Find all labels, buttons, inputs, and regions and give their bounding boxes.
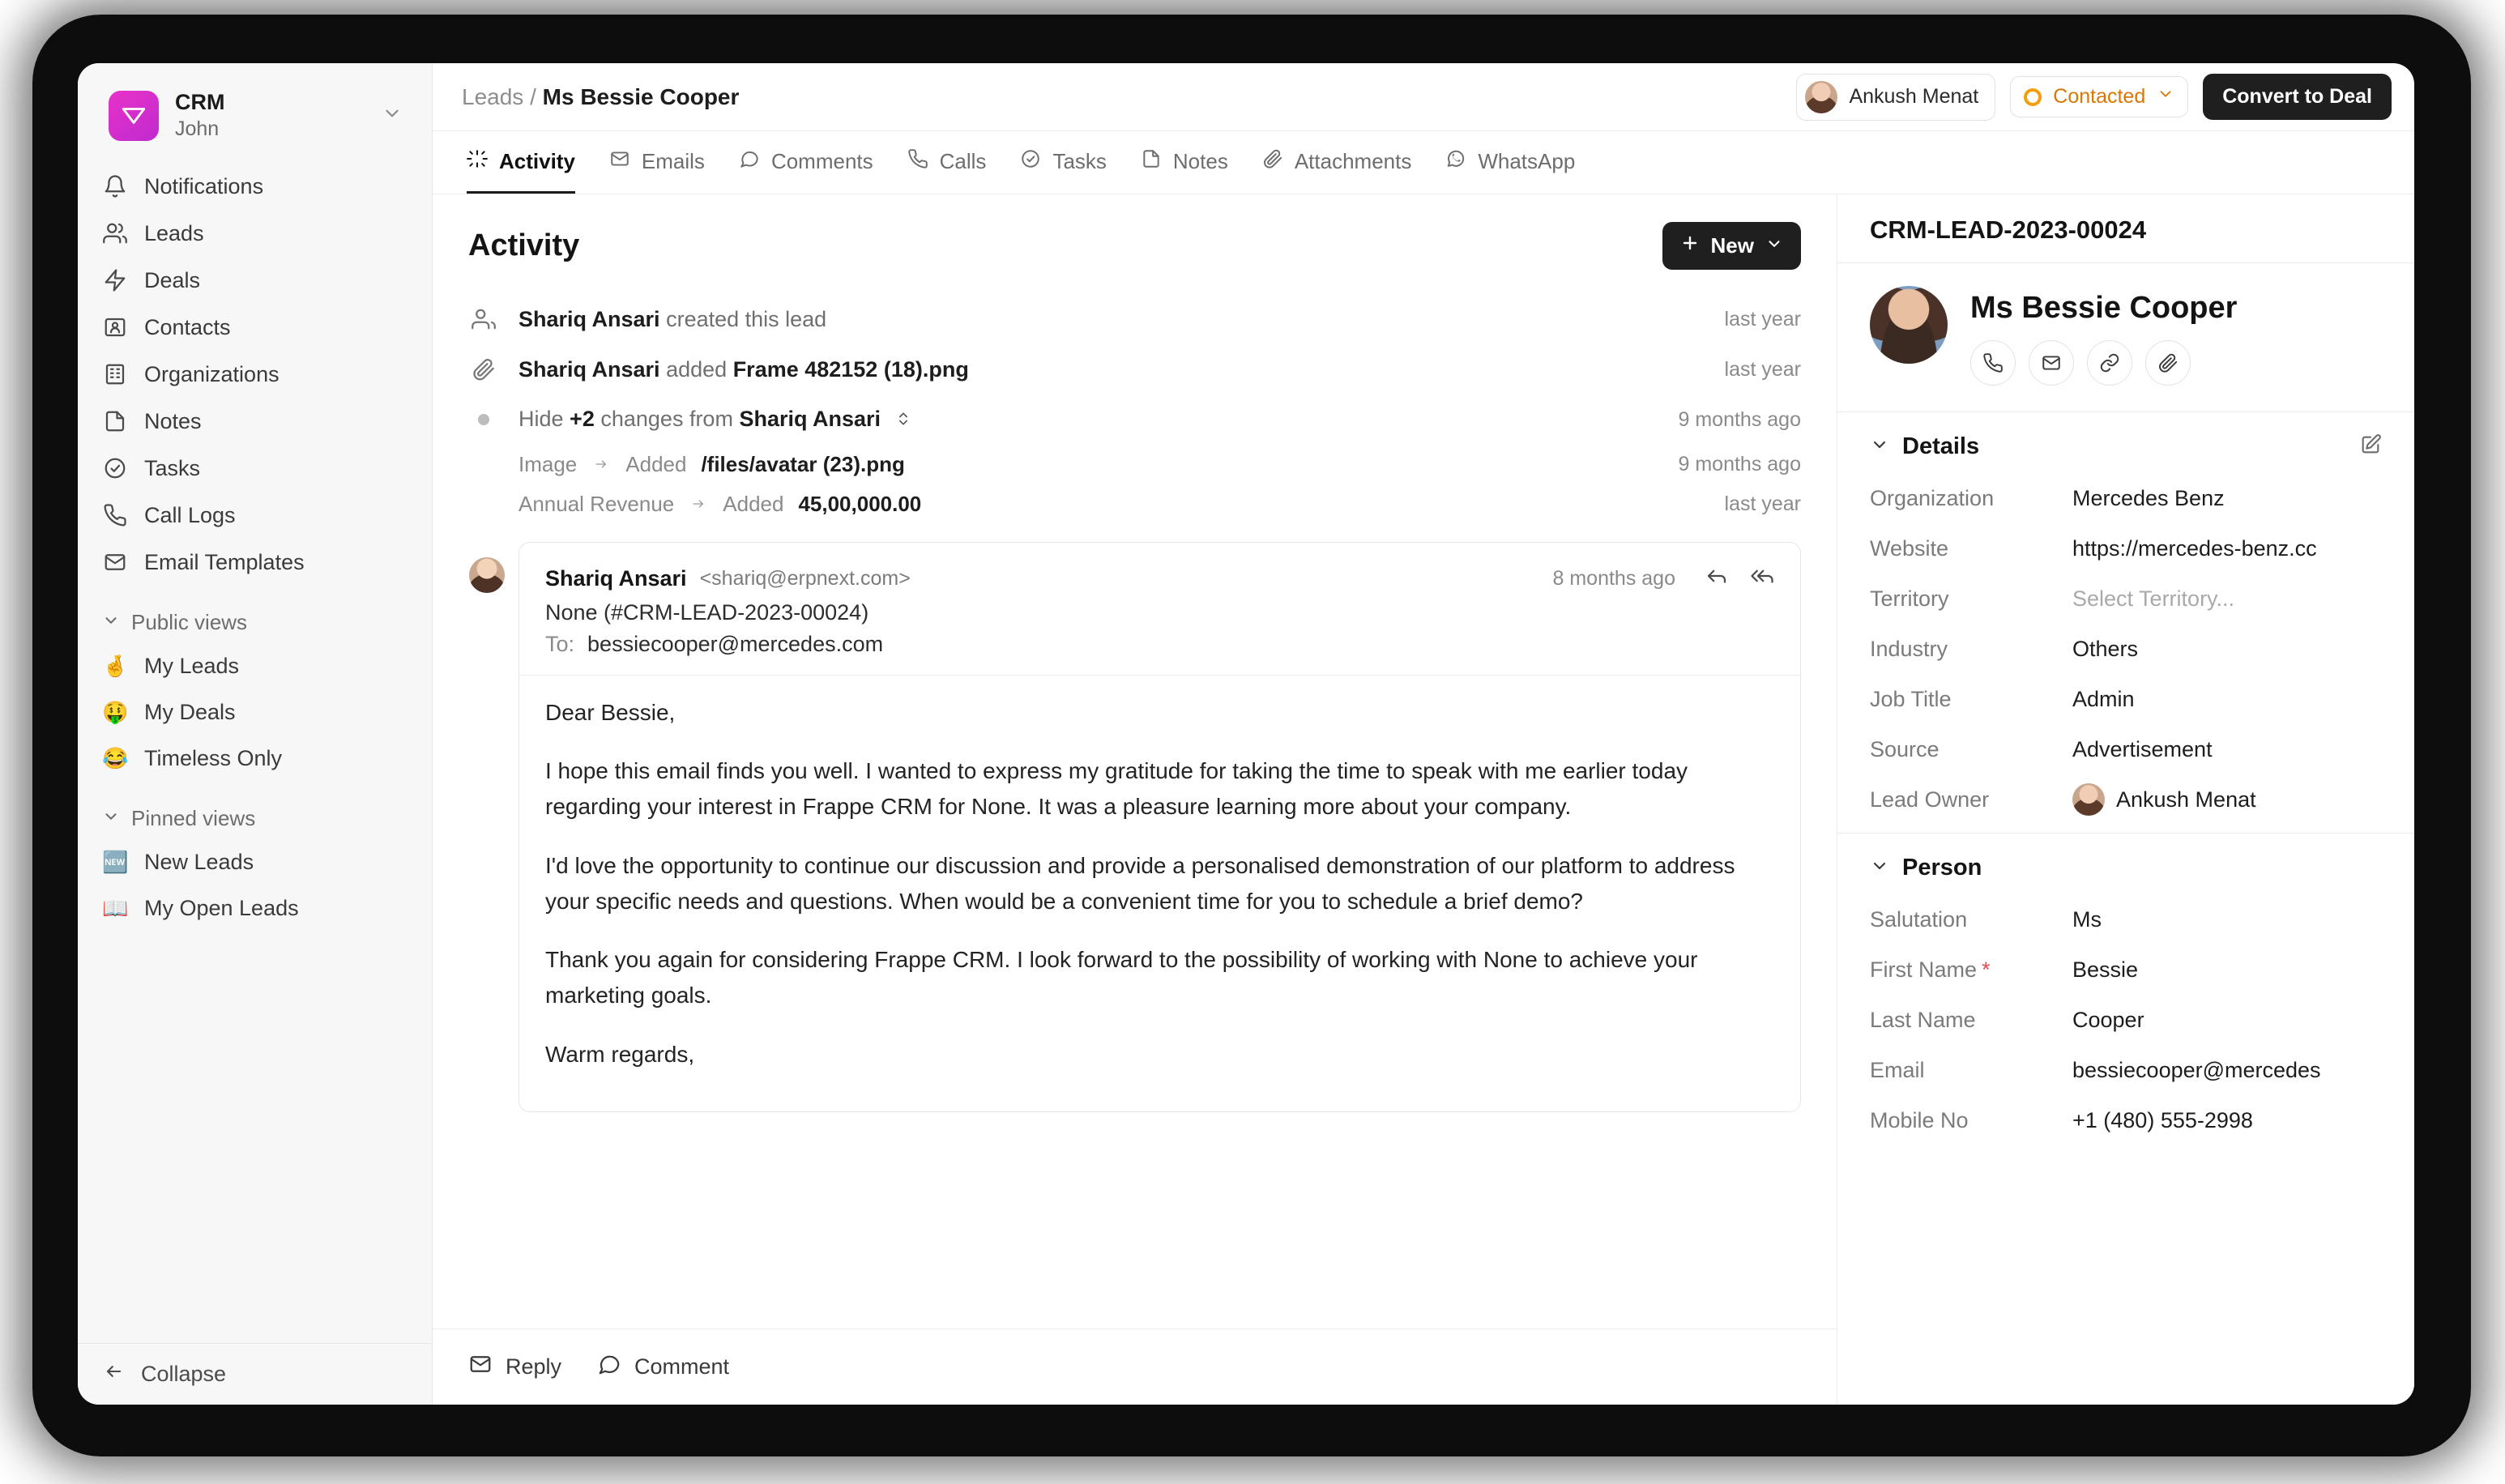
building-icon [102, 361, 128, 387]
tab-label: Emails [641, 148, 705, 173]
users-icon [468, 304, 499, 335]
crm-logo-icon [109, 91, 159, 141]
group-label: Public views [131, 610, 248, 634]
field-label: Email [1870, 1057, 1925, 1082]
email-sender-address: <shariq@erpnext.com> [699, 567, 911, 590]
email-paragraph: Dear Bessie, [545, 700, 676, 725]
field-label: Last Name [1870, 1007, 1976, 1032]
sidebar-item-label: Email Templates [144, 549, 305, 574]
lead-owner-chip[interactable] [1796, 74, 1995, 121]
event-actor: Shariq Ansari [518, 356, 660, 382]
brand-switcher[interactable] [89, 81, 420, 150]
topbar [433, 63, 2414, 131]
sidebar-item-label: Contacts [144, 314, 231, 339]
crm-app-window [78, 63, 2414, 1405]
change-field: Image [518, 452, 578, 476]
email-recipients [545, 632, 1774, 657]
person-header [1837, 263, 2414, 412]
event-text [518, 357, 969, 382]
field-value: Admin [2072, 686, 2135, 711]
activity-footer [433, 1328, 1837, 1405]
event-time: last year [1724, 357, 1801, 381]
field-label: Source [1870, 736, 1940, 761]
comment-button[interactable] [597, 1352, 729, 1382]
sidebar-item-label: Notes [144, 408, 202, 433]
arrow-right-icon [689, 492, 708, 517]
sort-icon [895, 407, 911, 433]
field-label: Mobile No [1870, 1107, 1969, 1132]
collapse-sidebar-button[interactable] [78, 1343, 432, 1405]
chevron-down-icon [1765, 233, 1783, 258]
phone-icon[interactable] [1970, 340, 2016, 386]
event-action: created this lead [666, 306, 827, 331]
field-label: Job Title [1870, 686, 1952, 711]
collapse-icon [102, 1360, 125, 1388]
primary-nav [78, 163, 432, 932]
reply-icon[interactable] [1705, 564, 1729, 594]
changes-time: 9 months ago [1678, 407, 1801, 431]
sidebar-item-label: Leads [144, 220, 204, 245]
person-name: Ms Bessie Cooper [1970, 291, 2238, 325]
event-action: added [666, 356, 728, 382]
field-website[interactable] [1870, 523, 2382, 574]
breadcrumb [462, 84, 739, 110]
sidebar-item-my-deals[interactable] [89, 689, 420, 736]
sidebar-item-label: My Open Leads [144, 896, 299, 920]
activity-event [468, 344, 1801, 394]
field-label-wrap [1870, 957, 2072, 983]
change-action: Added [723, 492, 784, 516]
tab-calls[interactable] [907, 131, 987, 194]
field-label: Territory [1870, 586, 1949, 611]
section-title: Person [1902, 855, 1982, 881]
sidebar-item-timeless-only[interactable] [89, 736, 420, 782]
breadcrumb-separator: / [530, 83, 536, 109]
sidebar-item-notes[interactable] [89, 398, 420, 445]
sidebar-group-pinned-views[interactable] [89, 795, 420, 839]
status-badge[interactable] [2010, 76, 2188, 117]
tab-label: Calls [939, 148, 987, 173]
avatar [469, 557, 505, 593]
changes-toggle-text [518, 407, 911, 433]
field-salutation[interactable] [1870, 894, 2382, 945]
sidebar-item-my-leads[interactable] [89, 643, 420, 689]
event-text [518, 307, 826, 332]
comment-label: Comment [634, 1354, 730, 1379]
details-section-header[interactable] [1870, 433, 2382, 460]
chevron-down-icon [102, 806, 120, 831]
sidebar [78, 63, 433, 1405]
event-object: Frame 482152 (18).png [732, 356, 969, 382]
phone-icon [907, 148, 928, 175]
mail-icon [102, 549, 128, 575]
chevron-down-icon [2157, 85, 2174, 109]
field-last-name[interactable] [1870, 995, 2382, 1045]
sidebar-item-label: My Deals [144, 700, 236, 724]
sidebar-item-contacts[interactable] [89, 304, 420, 351]
field-job-title[interactable] [1870, 674, 2382, 724]
edit-icon[interactable] [2359, 433, 2382, 460]
mail-icon[interactable] [2029, 340, 2074, 386]
reply-button[interactable] [468, 1352, 561, 1382]
changes-hide-label: Hide [518, 406, 564, 431]
activity-pane [433, 194, 1837, 1405]
field-value: Cooper [2072, 1007, 2144, 1032]
email-to-value: bessiecooper@mercedes.com [587, 632, 884, 656]
sidebar-item-label: My Leads [144, 654, 240, 678]
brand-subtitle: John [175, 117, 220, 140]
field-source[interactable] [1870, 724, 2382, 774]
chevron-down-icon [1870, 856, 1889, 880]
dot-icon [468, 404, 499, 435]
email-item [518, 542, 1801, 1112]
convert-to-deal-button[interactable]: Convert to Deal [2203, 74, 2392, 120]
note-icon [1141, 148, 1162, 175]
change-time: 9 months ago [1678, 453, 1801, 475]
activity-event [468, 294, 1801, 344]
person-header-text [1970, 286, 2237, 386]
event-time: last year [1724, 307, 1801, 330]
sidebar-item-label: Deals [144, 267, 201, 292]
field-value: Bessie [2072, 957, 2139, 982]
sidebar-item-tasks[interactable] [89, 445, 420, 492]
tab-tasks[interactable] [1020, 131, 1106, 194]
email-subject: None (#CRM-LEAD-2023-00024) [545, 600, 869, 625]
new-activity-button[interactable] [1662, 222, 1801, 270]
field-value: +1 (480) 555-2998 [2072, 1107, 2253, 1132]
reply-all-icon[interactable] [1750, 564, 1774, 594]
activity-change-row [468, 445, 1801, 484]
activity-icon [467, 148, 488, 175]
details-section [1837, 412, 2414, 833]
lead-owner-name: Ankush Menat [1849, 85, 1979, 108]
phone-icon [102, 502, 128, 528]
chevron-down-icon [382, 103, 403, 128]
email-paragraph: Thank you again for considering Frappe CRM. I look forward to the possibility of working with None to achieve your marketing goals. [545, 947, 1698, 1009]
sidebar-item-email-templates[interactable] [89, 539, 420, 586]
record-tabs [433, 131, 2414, 194]
sidebar-item-call-logs[interactable] [89, 492, 420, 539]
sidebar-item-label: Tasks [144, 455, 201, 480]
check-circle-icon [102, 455, 128, 481]
change-time: last year [1724, 493, 1801, 515]
field-label: First Name [1870, 957, 1978, 982]
sidebar-spacer [78, 932, 432, 1343]
bell-icon [102, 173, 128, 199]
chevron-down-icon [1870, 435, 1889, 458]
field-organization[interactable] [1870, 473, 2382, 523]
tab-activity[interactable] [467, 131, 575, 194]
email-header [545, 564, 1774, 594]
sidebar-item-label: Call Logs [144, 502, 236, 527]
tab-emails[interactable] [609, 131, 705, 194]
avatar [2072, 783, 2105, 816]
book-icon: 📖 [102, 896, 129, 920]
tab-whatsapp[interactable] [1445, 131, 1575, 194]
reply-label: Reply [506, 1354, 562, 1379]
comment-icon [739, 148, 760, 175]
plus-icon [1680, 233, 1700, 258]
field-first-name[interactable] [1870, 945, 2382, 995]
sidebar-item-deals[interactable] [89, 257, 420, 304]
main-area [433, 63, 2414, 1405]
field-value: Mercedes Benz [2072, 485, 2225, 510]
laughing-face-icon: 😂 [102, 746, 129, 770]
paperclip-icon [468, 354, 499, 385]
change-value: /files/avatar (23).png [701, 452, 905, 476]
field-value: Advertisement [2072, 736, 2213, 761]
chevron-down-icon [102, 610, 120, 635]
avatar [1805, 81, 1837, 113]
activity-header [468, 222, 1801, 270]
sidebar-item-leads[interactable] [89, 210, 420, 257]
field-label: Lead Owner [1870, 787, 1990, 812]
details-panel [1837, 194, 2414, 1405]
change-field: Annual Revenue [518, 492, 675, 516]
field-value: https://mercedes-benz.cc [2072, 535, 2317, 561]
field-lead-owner[interactable] [1870, 774, 2382, 825]
sidebar-item-new-leads[interactable] [89, 839, 420, 885]
bolt-icon [102, 267, 128, 293]
note-icon [102, 408, 128, 434]
avatar[interactable] [1870, 286, 1948, 364]
required-marker: * [1982, 957, 1991, 982]
check-circle-icon [1020, 148, 1041, 175]
hand-icon: 🤞 [102, 654, 129, 678]
topbar-actions [1796, 74, 2392, 121]
group-label: Pinned views [131, 806, 256, 830]
divider [519, 675, 1800, 676]
quick-actions [1970, 340, 2237, 386]
tab-label: Tasks [1052, 148, 1107, 173]
email-paragraph: I'd love the opportunity to continue our discussion and provide a personalised demonstration of our platform to address your specific needs and questions. When would be a convenient time for you to schedule a brief demo? [545, 852, 1735, 914]
brand-text [175, 89, 365, 142]
email-sender: Shariq Ansari [545, 566, 687, 591]
email-to-label: To: [545, 632, 575, 656]
tab-label: Activity [499, 148, 575, 173]
new-activity-label: New [1710, 233, 1754, 258]
change-value: 45,00,000.00 [798, 492, 922, 516]
change-action: Added [625, 452, 687, 476]
tab-label: WhatsApp [1478, 148, 1576, 173]
sidebar-item-notifications[interactable] [89, 163, 420, 210]
record-id: CRM-LEAD-2023-00024 [1837, 194, 2414, 263]
sidebar-item-label: Notifications [144, 173, 264, 198]
email-paragraph: I hope this email finds you well. I wanted to express my gratitude for taking the time to speak with me earlier today regarding your interest in Frappe CRM for None. It was a pleasure learning more about your company. [545, 758, 1688, 820]
breadcrumb-current: Ms Bessie Cooper [542, 83, 740, 109]
tab-label: Comments [770, 148, 873, 173]
status-label: Contacted [2053, 85, 2146, 108]
new-icon: 🆕 [102, 850, 129, 874]
person-section [1837, 833, 2414, 1154]
field-value: Ms [2072, 906, 2102, 932]
field-label: Industry [1870, 636, 1948, 661]
event-actor: Shariq Ansari [518, 306, 660, 331]
field-label: Salutation [1870, 906, 1968, 932]
field-email[interactable] [1870, 1045, 2382, 1095]
changes-text: changes from [600, 406, 733, 431]
activity-change-row [468, 484, 1801, 524]
field-value-wrap [2072, 783, 2256, 816]
section-title: Details [1902, 433, 1980, 459]
field-value: Ankush Menat [2116, 787, 2256, 812]
activity-changes-toggle[interactable] [468, 394, 1801, 445]
money-face-icon: 🤑 [102, 700, 129, 724]
tab-notes[interactable] [1141, 131, 1228, 194]
whatsapp-icon [1445, 148, 1466, 175]
tab-attachments[interactable] [1262, 131, 1412, 194]
sidebar-item-label: New Leads [144, 850, 254, 874]
page-title: Activity [468, 228, 580, 262]
arrow-right-icon [591, 452, 611, 477]
field-mobile-no[interactable] [1870, 1095, 2382, 1145]
tab-label: Attachments [1294, 148, 1412, 173]
field-label: Website [1870, 535, 1949, 561]
brand-title: CRM [175, 90, 225, 114]
field-value: Others [2072, 636, 2139, 661]
changes-actor: Shariq Ansari [739, 406, 881, 431]
breadcrumb-root[interactable]: Leads [462, 83, 524, 109]
field-industry[interactable] [1870, 624, 2382, 674]
field-value: Select Territory... [2072, 586, 2235, 611]
person-section-header[interactable] [1870, 855, 2382, 881]
paperclip-icon[interactable] [2145, 340, 2191, 386]
activity-scroll[interactable] [433, 194, 1837, 1328]
paperclip-icon [1262, 148, 1283, 175]
email-paragraph: Warm regards, [545, 1041, 695, 1067]
sidebar-item-my-open-leads[interactable] [89, 885, 420, 932]
sidebar-item-organizations[interactable] [89, 351, 420, 398]
field-value: bessiecooper@mercedes [2072, 1057, 2321, 1082]
status-dot-icon [2024, 88, 2042, 106]
content-wrap [433, 194, 2414, 1405]
mail-icon [609, 148, 630, 175]
field-territory[interactable] [1870, 574, 2382, 624]
sidebar-item-label: Timeless Only [144, 746, 283, 770]
email-body [545, 695, 1774, 1072]
reply-icon [468, 1352, 493, 1382]
sidebar-item-label: Organizations [144, 361, 280, 386]
tab-label: Notes [1172, 148, 1228, 173]
email-time: 8 months ago [1552, 567, 1675, 590]
tab-comments[interactable] [739, 131, 873, 194]
contact-icon [102, 314, 128, 340]
users-icon [102, 220, 128, 246]
changes-count: +2 [570, 406, 595, 431]
link-icon[interactable] [2087, 340, 2132, 386]
sidebar-group-public-views[interactable] [89, 599, 420, 643]
field-label: Organization [1870, 485, 1995, 510]
collapse-label: Collapse [141, 1362, 227, 1386]
comment-icon [597, 1352, 621, 1382]
